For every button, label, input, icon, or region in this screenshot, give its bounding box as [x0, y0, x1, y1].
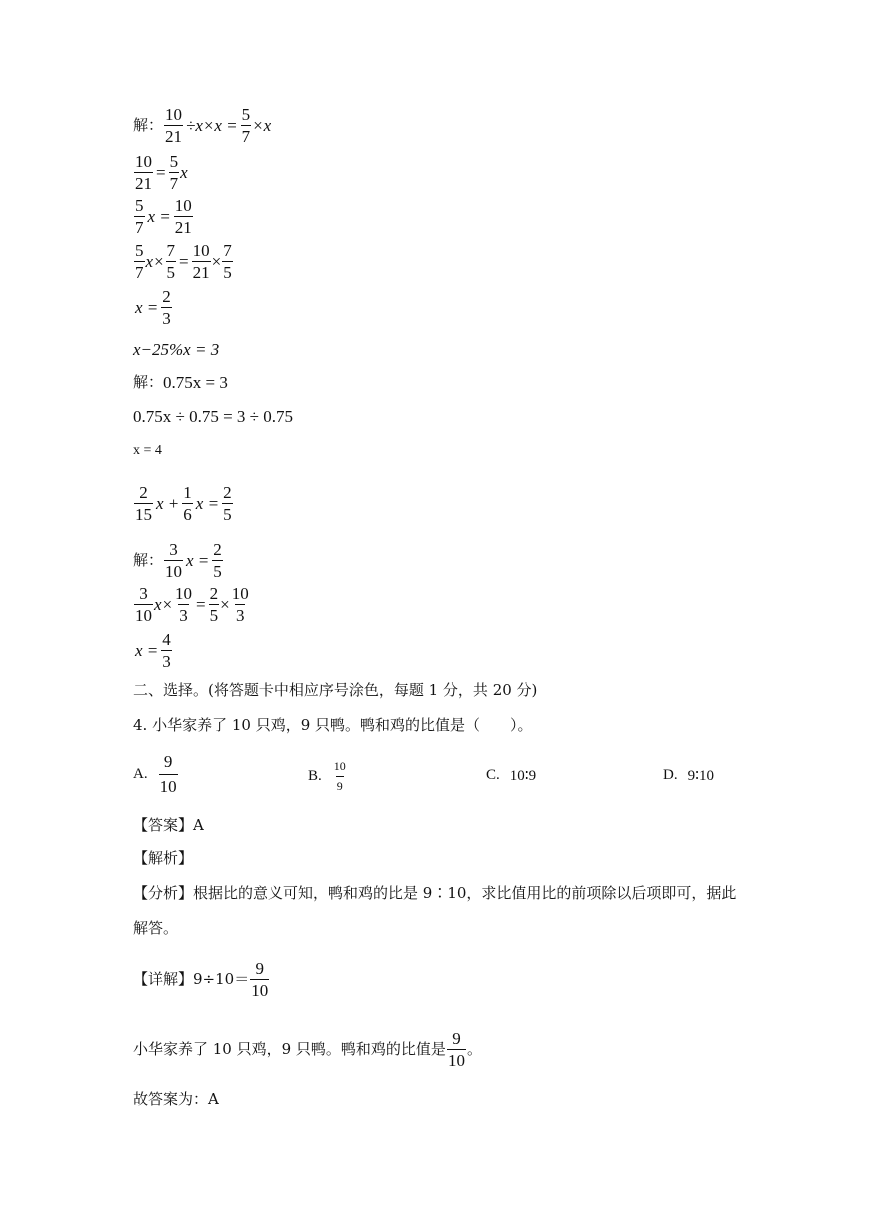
option-a — [133, 752, 179, 797]
option-text: 10∶9 — [509, 768, 537, 784]
times-sign: × — [211, 252, 222, 271]
option-label: A. — [133, 766, 148, 782]
equation-text: x = 4 — [133, 443, 162, 458]
solution1-line5 — [133, 288, 173, 327]
fraction: $\frac{2}{5}$ — [223, 483, 232, 524]
analysis-line-2: 解答。 — [133, 919, 179, 937]
option-b — [308, 759, 348, 794]
analysis-heading: 【解析】 — [133, 849, 194, 867]
fraction: $\frac{2}{5}$ — [213, 540, 222, 581]
solution2-equation — [133, 341, 219, 358]
equals-sign: = — [196, 595, 206, 614]
option-label: C. — [486, 767, 500, 783]
times-sign: × — [220, 595, 230, 614]
fraction: $\frac{3}{10}$ — [165, 540, 183, 581]
expression: x = — [195, 494, 220, 513]
solution3-step3 — [133, 631, 173, 670]
equation-text: 0.75x = 3 — [163, 373, 228, 392]
solution2-step1 — [133, 374, 228, 391]
solution2-step3 — [133, 444, 162, 458]
jie-label: 解： — [133, 551, 164, 569]
option-text: 9∶10 — [687, 768, 714, 784]
jie-label: 解： — [133, 373, 164, 391]
fraction: $\frac{2}{5}$ — [209, 584, 219, 625]
answer-line: 【答案】A — [133, 816, 204, 834]
conclusion-line: 小华家养了 10 只鸡，9 只鸭。鸭和鸡的比值是 $\frac{9}{10}$ 。 — [133, 1029, 482, 1070]
equation-text: 0.75x ÷ 0.75 = 3 ÷ 0.75 — [133, 407, 293, 426]
fraction: $\frac{1}{6}$ — [183, 483, 192, 524]
fraction: $\frac{5}{7}$ — [135, 241, 144, 282]
jie-label: 解： — [133, 116, 164, 134]
solution3-step1 — [133, 541, 224, 580]
fraction: $\frac{10}{9}$ — [333, 759, 346, 793]
fraction: $\frac{5}{7}$ — [169, 152, 179, 193]
fraction: $\frac{9}{10}$ — [447, 1029, 465, 1070]
fraction: $\frac{10}{21}$ — [165, 105, 183, 146]
fraction: $\frac{5}{7}$ — [135, 196, 144, 237]
option-label: D. — [663, 767, 678, 783]
option-c — [486, 766, 536, 785]
option-label: B. — [308, 768, 322, 784]
fraction: $\frac{9}{10}$ — [251, 959, 269, 1000]
expression: ×x — [252, 116, 272, 135]
detail-line: 【详解】9÷10＝ $\frac{9}{10}$ — [133, 959, 269, 1000]
solution2-step2 — [133, 408, 293, 425]
fraction: $\frac{10}{21}$ — [135, 152, 152, 193]
equals-sign: = — [156, 163, 166, 182]
fraction: $\frac{2}{15}$ — [135, 483, 152, 524]
equals-sign: = — [179, 252, 189, 271]
fraction: $\frac{10}{21}$ — [192, 241, 210, 282]
final-answer: 故答案为：A — [133, 1090, 219, 1108]
expression: x = — [135, 298, 159, 317]
fraction: $\frac{7}{5}$ — [223, 241, 232, 282]
fraction: $\frac{5}{7}$ — [241, 105, 251, 146]
expression: x = — [186, 551, 210, 570]
option-d — [663, 766, 714, 785]
variable: x — [180, 163, 188, 182]
fraction: $\frac{2}{3}$ — [162, 287, 171, 328]
expression: x× — [145, 252, 165, 271]
solution3-step2 — [133, 585, 251, 624]
expression: x = — [147, 207, 171, 226]
fraction: $\frac{7}{5}$ — [166, 241, 176, 282]
fraction: $\frac{9}{10}$ — [159, 752, 177, 796]
fraction: $\frac{10}{21}$ — [174, 196, 192, 237]
solution1-line4 — [133, 242, 234, 281]
equation-text: x−25%x = 3 — [133, 340, 220, 359]
solution1-line1 — [133, 106, 271, 145]
section-heading: 二、选择。(将答题卡中相应序号涂色，每题 1 分，共 20 分) — [133, 681, 538, 699]
solution3-equation — [133, 484, 234, 523]
analysis-line-1: 【分析】根据比的意义可知，鸭和鸡的比是 9∶10，求比值用比的前项除以后项即可，据此 — [133, 884, 737, 902]
expression: x + — [156, 494, 180, 513]
expression: x× — [154, 595, 174, 614]
fraction: $\frac{10}{3}$ — [231, 584, 249, 625]
fraction: $\frac{10}{3}$ — [175, 584, 193, 625]
expression: ÷x×x = — [186, 116, 238, 135]
solution1-line2 — [133, 153, 188, 192]
fraction: $\frac{4}{3}$ — [162, 630, 171, 671]
expression: x = — [135, 641, 159, 660]
fraction: $\frac{3}{10}$ — [135, 584, 152, 625]
solution1-line3 — [133, 197, 194, 236]
question-text: 4. 小华家养了 10 只鸡，9 只鸭。鸭和鸡的比值是（ ）。 — [133, 716, 533, 734]
